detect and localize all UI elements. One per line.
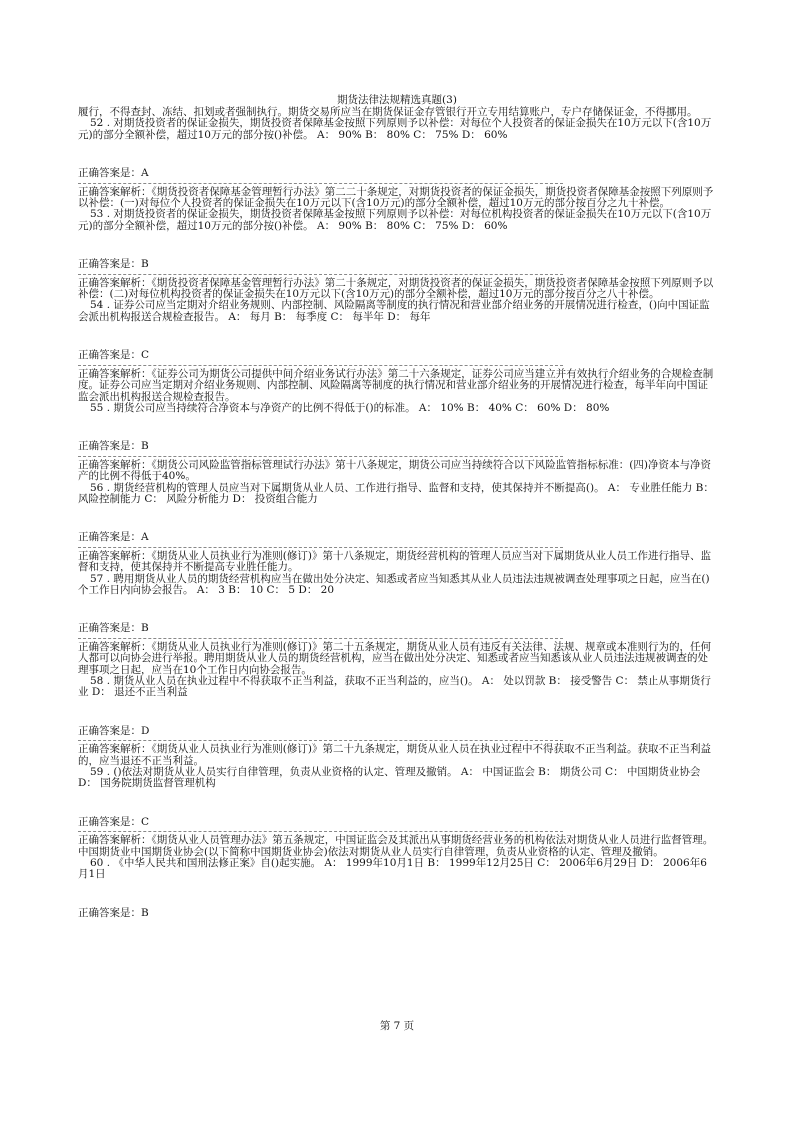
qa-block-60 — [78, 858, 714, 919]
question-text: 56 . 期货经营机构的管理人员应当对下属期货从业人员、工作进行指导、监督和支持，使其保持并不断提高()。 A： 专业胜任能力 B： 风险控制能力 C： 风险分析能力 D： 投资组合能力 — [78, 481, 714, 505]
dashed-divider — [78, 740, 563, 741]
answer-text: 正确答案是：B — [78, 258, 149, 271]
explanation-text: 正确答案解析：《期货从业人员执业行为准则(修订)》第二十五条规定，期货从业人员有违反有关法律、法规、规章或本准则行为的，任何人都可以向协会进行举报。聘用期货从业人员的期货经营机构，应当在做出处分决定、知悉或者应当知悉该从业人员违法违规被调查的处理事项之日起，应当在10个工作日内向协会报告。 — [78, 640, 711, 676]
spacer — [78, 790, 714, 817]
question-text: 54 . 证券公司应当定期对介绍业务规则、内部控制、风险隔离等制度的执行情况和营业部介绍业务的开展情况进行检查，()向中国证监会派出机构报送合规检查报告。 A： 每月 B： 每季度 C： 每半年 D： 每年 — [78, 299, 710, 323]
spacer — [78, 881, 714, 908]
question-text: 53 . 对期货投资者的保证金损失，期货投资者保障基金按照下列原则予以补偿：对每位机构投资者的保证金损失在10万元以下(含10万元)的部分全额补偿，超过10万元的部分按()补偿。 A： 90% B： 80% C： 75% D： 60% — [78, 208, 712, 232]
spacer — [78, 323, 714, 350]
answer-text: 正确答案是：B — [78, 622, 149, 635]
explanation-text: 正确答案解析：《期货投资者保障基金管理暂行办法》第二二十条规定，对期货投资者的保证金损失，期货投资者保障基金按照下列原则予以补偿：(一)对每位个人投资者的保证金损失在10万元以下(含10万元)的部分全额补偿，超过10万元的部分按百分之九十补偿。 — [78, 185, 714, 210]
document-body — [78, 107, 714, 919]
qa-block-54 — [78, 300, 714, 402]
qa-block-55 — [78, 403, 714, 483]
document-title: 期货法律法规精选真题(3) — [337, 94, 457, 106]
intro-text: 履行，不得查封、冻结、扣划或者强制执行。期货交易所应当在期货保证金存管银行开立专用结算账户，专户存储保证金，不得挪用。 — [78, 106, 698, 118]
spacer — [78, 699, 714, 726]
question-text: 60 . 《中华人民共和国刑法修正案》自()起实施。 A： 1999年10月1日 B： 1999年12月25日 C： 2006年6月29日 D： 2006年6月1日 — [78, 857, 707, 881]
dashed-divider — [78, 547, 563, 548]
dashed-divider — [78, 365, 563, 366]
spacer — [78, 232, 714, 259]
explanation-text: 正确答案解析：《期货投资者保障基金管理暂行办法》第二十条规定，对期货投资者的保证金损失，期货投资者保障基金按照下列原则予以补偿：(二)对每位机构投资者的保证金损失在10万元以下(含10万元)的部分全额补偿，超过10万元的部分按百分之八十补偿。 — [78, 276, 714, 301]
answer-text: 正确答案是：B — [78, 906, 149, 919]
question-text: 57 . 聘用期货从业人员的期货经营机构应当在做出处分决定、知悉或者应当知悉其从业人员违法违规被调查处理事项之日起，应当在()个工作日内向协会报告。 A： 3 B： 10 C： 5 D： 20 — [78, 572, 710, 596]
answer-text: 正确答案是：C — [78, 349, 150, 362]
qa-block-56 — [78, 483, 714, 574]
explanation-text: 正确答案解析：《期货从业人员执业行为准则(修订)》第十八条规定，期货经营机构的管理人员应当对下属期货从业人员工作进行指导、监督和支持，使其保持并不断提高专业胜任能力。 — [78, 549, 711, 574]
dashed-divider — [78, 183, 563, 184]
dashed-divider — [78, 831, 563, 832]
question-text: 58 . 期货从业人员在执业过程中不得获取不正当利益，获取不正当利益的，应当()。 A： 处以罚款 B： 接受警告 C： 禁止从事期货行业 D： 退还不正当利益 — [78, 675, 711, 699]
explanation-text: 正确答案解析：《期货从业人员执业行为准则(修订)》第二十九条规定，期货从业人员在执业过程中不得获取不正当利益。获取不正当利益的，应当退还不正当利益。 — [78, 743, 711, 767]
question-text: 55 . 期货公司应当持续符合净资本与净资产的比例不得低于()的标准。 A： 10% B： 40% C： 60% D： 80% — [90, 401, 610, 414]
question-text: 59 . ()依法对期货从业人员实行自律管理，负责从业资格的认定、管理及撤销。 A： 中国证监会 B： 期货公司 C： 中国期货业协会 D： 国务院期货监督管理机构 — [78, 766, 701, 790]
qa-block-59 — [78, 767, 714, 858]
answer-text: 正确答案是：B — [78, 440, 149, 453]
qa-block-53 — [78, 209, 714, 300]
dashed-divider — [78, 456, 563, 457]
answer-text: 正确答案是：A — [78, 167, 149, 180]
answer-text: 正确答案是：A — [78, 531, 149, 544]
explanation-text: 正确答案解析：《期货从业人员管理办法》第五条规定，中国证监会及其派出从事期货经营业务的机构依法对期货从业人员进行监督管理。中国期货业中国期货业协会(以下简称中国期货业协会)依法对期货从业人员实行自律管理，负责从业资格的认定、管理及撤销。 — [78, 834, 714, 858]
qa-block-57 — [78, 574, 714, 676]
spacer — [78, 141, 714, 168]
page-number: 第 7 页 — [379, 1020, 415, 1032]
dashed-divider — [78, 638, 563, 639]
spacer — [78, 414, 714, 441]
qa-block-58 — [78, 676, 714, 767]
answer-text: 正确答案是：D — [78, 724, 150, 737]
qa-block-52 — [78, 118, 714, 209]
question-text: 52 . 对期货投资者的保证金损失，期货投资者保障基金按照下列原则予以补偿：对每位个人投资者的保证金损失在10万元以下(含10万元)的部分全额补偿，超过10万元的部分按()补偿。 A： 90% B： 80% C： 75% D： 60% — [78, 117, 712, 141]
explanation-text: 正确答案解析：《期货公司风险监管指标管理试行办法》第十八条规定，期货公司应当持续符合以下风险监管指标标准：(四)净资本与净资产的比例不得低于40%。 — [78, 458, 711, 483]
answer-text: 正确答案是：C — [78, 815, 150, 828]
spacer — [78, 596, 714, 623]
spacer — [78, 505, 714, 532]
dashed-divider — [78, 274, 563, 275]
explanation-text: 正确答案解析：《证券公司为期货公司提供中间介绍业务试行办法》第二十六条规定，证券公司应当建立并有效执行介绍业务的合规检查制度。证券公司应当定期对介绍业务规则、内部控制、风险隔离等制度的执行情况和营业部介绍业务的开展情况进行检查，每半年向中国证监会派出机构报送合规检查报告。 — [78, 367, 714, 403]
